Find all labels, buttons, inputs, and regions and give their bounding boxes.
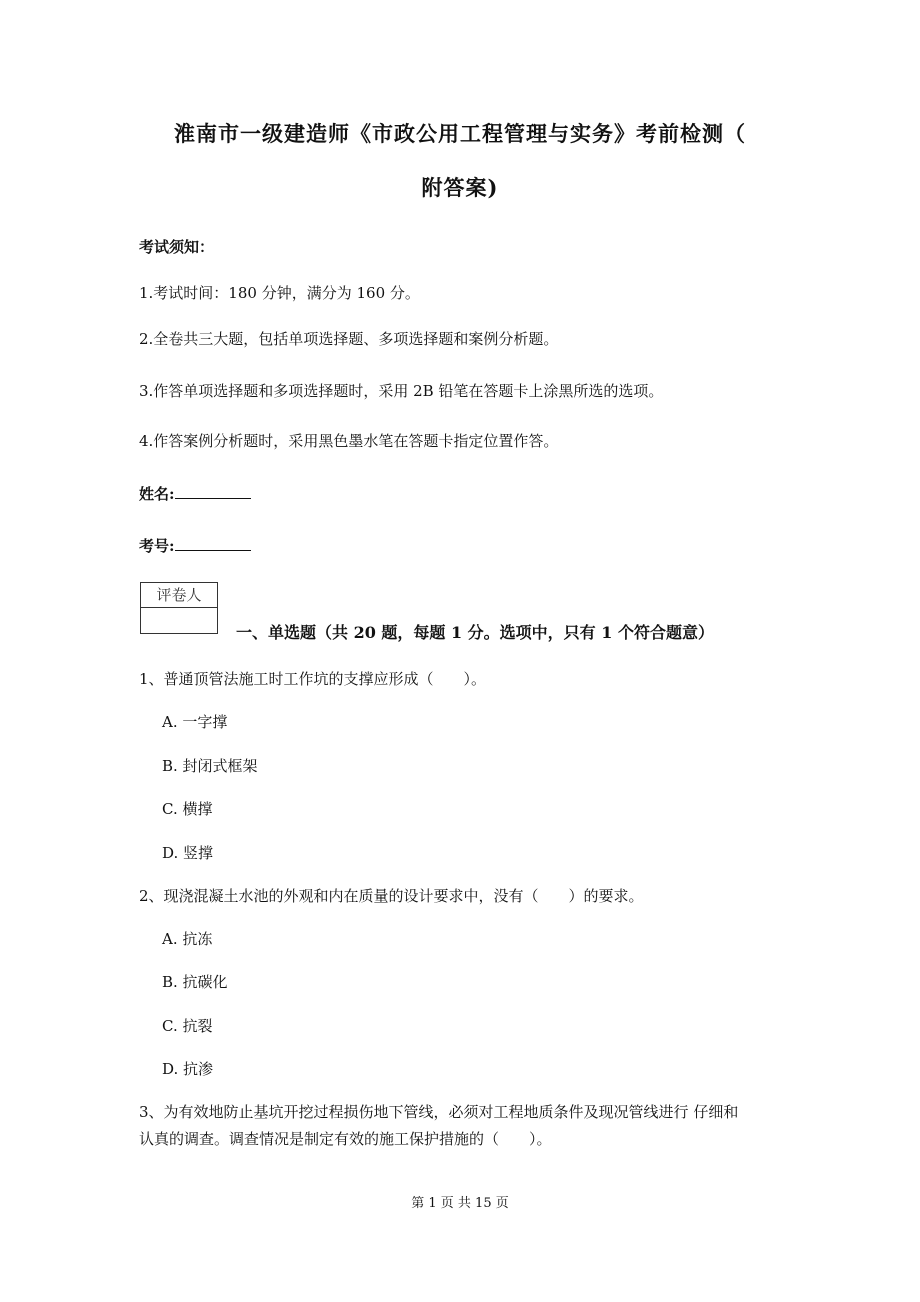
document-title-line1: 淮南市一级建造师《市政公用工程管理与实务》考前检测（	[174, 121, 746, 146]
exam-number-blank	[175, 536, 251, 551]
question-option: B. 抗碳化	[162, 973, 228, 991]
notice-item: 1.考试时间：180 分钟，满分为 160 分。	[139, 284, 420, 302]
reviewer-box	[140, 582, 218, 634]
notice-item: 2.全卷共三大题，包括单项选择题、多项选择题和案例分析题。	[139, 330, 559, 348]
name-blank	[175, 484, 251, 499]
name-field	[139, 483, 251, 504]
document-title-line2: 附答案)	[421, 175, 499, 200]
question-option: B. 封闭式框架	[162, 757, 258, 775]
question-option: C. 抗裂	[162, 1017, 213, 1035]
question-stem: 2、现浇混凝土水池的外观和内在质量的设计要求中，没有（ ）的要求。	[139, 887, 644, 905]
exam-number-label: 考号:	[139, 537, 175, 555]
notice-item: 3.作答单项选择题和多项选择题时，采用 2B 铅笔在答题卡上涂黑所选的选项。	[139, 382, 664, 400]
exam-number-field	[139, 535, 251, 556]
notice-heading: 考试须知：	[139, 238, 215, 256]
question-stem: 1、普通顶管法施工时工作坑的支撑应形成（ ）。	[139, 670, 487, 688]
question-option: C. 横撑	[162, 800, 213, 818]
question-option: D. 抗渗	[162, 1060, 214, 1078]
question-stem: 3、为有效地防止基坑开挖过程损伤地下管线，必须对工程地质条件及现况管线进行 仔细和	[139, 1103, 739, 1121]
notice-item: 4.作答案例分析题时，采用黑色墨水笔在答题卡指定位置作答。	[139, 432, 559, 450]
name-label: 姓名:	[139, 485, 175, 503]
page-footer: 第 1 页 共 15 页	[411, 1196, 509, 1211]
reviewer-label: 评卷人	[141, 583, 217, 608]
question-option: A. 抗冻	[162, 930, 213, 948]
question-stem-continued: 认真的调查。调查情况是制定有效的施工保护措施的（ ）。	[139, 1130, 552, 1148]
section-heading: 一、单选题（共 20 题，每题 1 分。选项中，只有 1 个符合题意）	[236, 623, 714, 642]
question-option: D. 竖撑	[162, 844, 214, 862]
question-option: A. 一字撑	[162, 713, 228, 731]
